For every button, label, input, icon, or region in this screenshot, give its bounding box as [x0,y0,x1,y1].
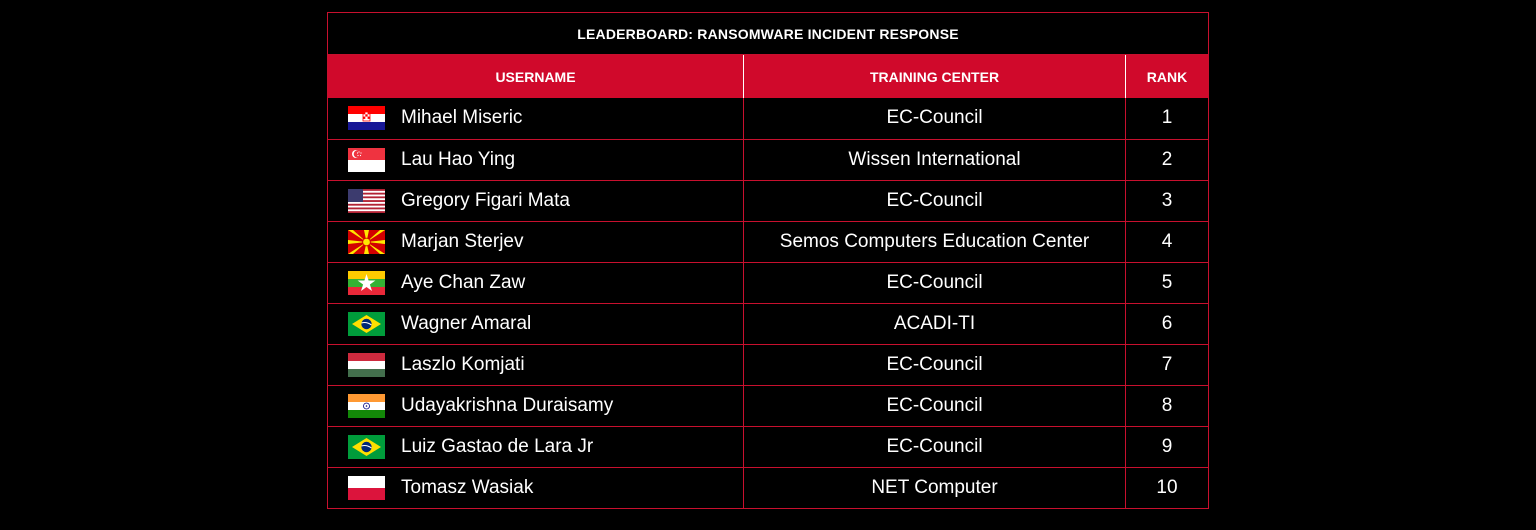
username: Udayakrishna Duraisamy [401,394,614,416]
training-center-cell: EC-Council [744,180,1126,221]
rank-cell: 5 [1126,262,1209,303]
user-entry [328,353,743,377]
username: Mihael Miseric [401,107,523,129]
rank-cell: 9 [1126,426,1209,467]
training-center-cell: EC-Council [744,344,1126,385]
training-center-cell: Wissen International [744,139,1126,180]
table-row [328,262,1208,303]
leaderboard [327,12,1209,509]
username: Laszlo Komjati [401,353,525,375]
username-cell [328,98,744,139]
username: Lau Hao Ying [401,148,516,170]
table-row [328,385,1208,426]
user-entry [328,148,743,172]
brazil-flag-icon [348,435,385,459]
croatia-flag-icon [348,106,385,130]
user-entry [328,271,743,295]
username-cell [328,180,744,221]
username-cell [328,426,744,467]
poland-flag-icon [348,476,385,500]
username-cell [328,139,744,180]
north-macedonia-flag-icon [348,230,385,254]
user-entry [328,435,743,459]
username-cell [328,303,744,344]
username: Marjan Sterjev [401,230,524,252]
training-center-cell: NET Computer [744,467,1126,508]
rank-cell: 1 [1161,107,1173,129]
user-entry [328,476,743,500]
table-row [328,467,1208,508]
myanmar-flag-icon [348,271,385,295]
column-header-username: USERNAME [328,55,744,98]
rank-cell: 7 [1126,344,1209,385]
username: Wagner Amaral [401,312,532,334]
training-center-cell: EC-Council [744,385,1126,426]
training-center-cell: EC-Council [744,262,1126,303]
username: Aye Chan Zaw [401,271,526,293]
user-entry [328,106,743,130]
training-center-cell: EC-Council [744,98,1126,139]
usa-flag-icon [348,189,385,213]
username: Luiz Gastao de Lara Jr [401,435,594,457]
table-row [328,221,1208,262]
column-header-training-center: TRAINING CENTER [744,55,1126,98]
table-row [328,426,1208,467]
rank-cell: 4 [1126,221,1209,262]
rank-cell: 10 [1126,467,1209,508]
training-center-cell: Semos Computers Education Center [744,221,1126,262]
table-row [328,180,1208,221]
header-row [328,55,1208,98]
user-entry [328,394,743,418]
column-header-rank: RANK [1126,55,1209,98]
user-entry [328,312,743,336]
username-cell [328,344,744,385]
leaderboard-table [328,55,1208,508]
training-center-cell: EC-Council [744,426,1126,467]
user-entry [328,189,743,213]
leaderboard-title: LEADERBOARD: RANSOMWARE INCIDENT RESPONSE [328,13,1208,55]
username-cell [328,467,744,508]
table-row [328,98,1208,139]
singapore-flag-icon [348,148,385,172]
rank-cell: 6 [1126,303,1209,344]
rank-cell: 2 [1126,139,1209,180]
table-row [328,344,1208,385]
username: Tomasz Wasiak [401,476,534,498]
india-flag-icon [348,394,385,418]
username: Gregory Figari Mata [401,189,570,211]
user-entry [328,230,743,254]
rank-cell: 3 [1126,180,1209,221]
table-row [328,139,1208,180]
hungary-flag-icon [348,353,385,377]
username-cell [328,262,744,303]
brazil-flag-icon [348,312,385,336]
rank-cell: 8 [1126,385,1209,426]
training-center-cell: ACADI-TI [744,303,1126,344]
username-cell [328,385,744,426]
table-row [328,303,1208,344]
username-cell [328,221,744,262]
